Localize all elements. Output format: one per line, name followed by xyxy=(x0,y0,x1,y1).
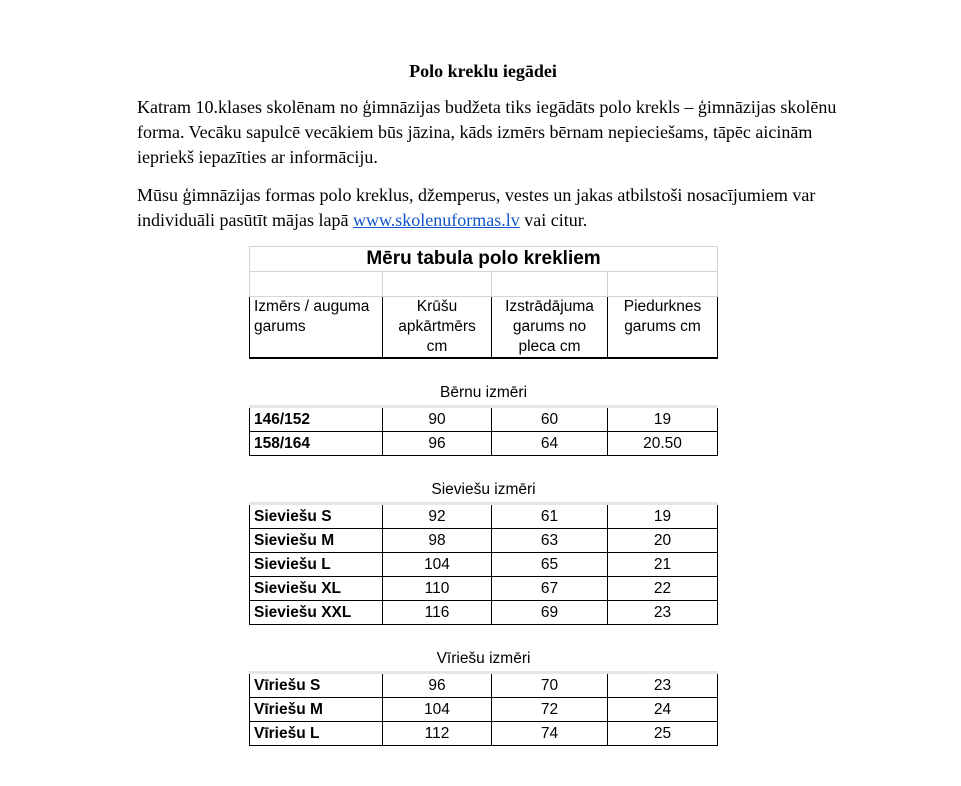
length-cell: 69 xyxy=(492,601,608,625)
section-header-row xyxy=(250,381,718,407)
section-gap xyxy=(250,456,718,479)
sleeve-cell: 22 xyxy=(608,577,718,601)
section-label: Bērnu izmēri xyxy=(250,381,718,407)
blank-cell xyxy=(250,272,383,297)
sleeve-cell: 19 xyxy=(608,504,718,529)
length-cell: 70 xyxy=(492,673,608,698)
document-title: Polo kreklu iegādei xyxy=(409,61,557,81)
length-cell: 74 xyxy=(492,722,608,746)
section-gap xyxy=(250,625,718,648)
size-cell: 158/164 xyxy=(250,432,383,456)
table-row xyxy=(250,504,718,529)
table-row xyxy=(250,553,718,577)
table-row xyxy=(250,529,718,553)
size-table-sheet xyxy=(249,246,717,746)
chest-cell: 98 xyxy=(383,529,492,553)
length-cell: 61 xyxy=(492,504,608,529)
table-row xyxy=(250,722,718,746)
blank-cell xyxy=(492,272,608,297)
table-blank-row xyxy=(250,272,718,297)
section-label: Vīriešu izmēri xyxy=(250,647,718,673)
size-cell: Sieviešu XL xyxy=(250,577,383,601)
table-row xyxy=(250,601,718,625)
chest-cell: 96 xyxy=(383,673,492,698)
length-cell: 63 xyxy=(492,529,608,553)
size-cell: Sieviešu M xyxy=(250,529,383,553)
size-cell: 146/152 xyxy=(250,407,383,432)
size-table-body xyxy=(250,247,718,746)
length-cell: 72 xyxy=(492,698,608,722)
table-row xyxy=(250,577,718,601)
chest-cell: 96 xyxy=(383,432,492,456)
section-label: Sieviešu izmēri xyxy=(250,478,718,504)
sleeve-cell: 19 xyxy=(608,407,718,432)
paragraph-intro: Katram 10.klases skolēnam no ģimnāzijas budžeta tiks iegādāts polo krekls – ģimnāzijas skolēnu forma. Vecāku sapulcē vecākiem būs jāzina, kāds izmērs bērnam nepieciešams, tāpēc aicinām iepriekš iepazīties ar informāciju. xyxy=(137,97,837,167)
paragraph-order-tail: vai citur. xyxy=(519,210,588,230)
table-row xyxy=(250,432,718,456)
chest-cell: 90 xyxy=(383,407,492,432)
size-cell: Vīriešu S xyxy=(250,673,383,698)
chest-cell: 104 xyxy=(383,553,492,577)
table-title-row xyxy=(250,247,718,272)
blank-cell xyxy=(608,272,718,297)
table-header-row xyxy=(250,297,718,359)
sleeve-cell: 24 xyxy=(608,698,718,722)
header-length: Izstrādājuma garums no pleca cm xyxy=(492,297,608,359)
table-row xyxy=(250,407,718,432)
sleeve-cell: 21 xyxy=(608,553,718,577)
table-row xyxy=(250,673,718,698)
section-header-row xyxy=(250,478,718,504)
size-cell: Sieviešu XXL xyxy=(250,601,383,625)
header-size: Izmērs / auguma garums xyxy=(250,297,383,359)
sleeve-cell: 23 xyxy=(608,601,718,625)
size-cell: Vīriešu L xyxy=(250,722,383,746)
sleeve-cell: 23 xyxy=(608,673,718,698)
website-link[interactable]: www.skolenuformas.lv xyxy=(352,210,520,230)
chest-cell: 110 xyxy=(383,577,492,601)
paragraph-order-text: Mūsu ģimnāzijas formas polo kreklus, džemperus, vestes un jakas atbilstoši nosacījumiem var individuāli pasūtīt mājas lapā xyxy=(137,185,816,230)
size-cell: Vīriešu M xyxy=(250,698,383,722)
chest-cell: 116 xyxy=(383,601,492,625)
section-header-row xyxy=(250,647,718,673)
sleeve-cell: 25 xyxy=(608,722,718,746)
gap-cell xyxy=(250,625,718,648)
header-chest: Krūšu apkārtmērs cm xyxy=(383,297,492,359)
chest-cell: 112 xyxy=(383,722,492,746)
blank-cell xyxy=(383,272,492,297)
size-cell: Sieviešu S xyxy=(250,504,383,529)
length-cell: 64 xyxy=(492,432,608,456)
size-cell: Sieviešu L xyxy=(250,553,383,577)
size-table xyxy=(249,246,718,746)
section-gap xyxy=(250,358,718,381)
chest-cell: 92 xyxy=(383,504,492,529)
sleeve-cell: 20 xyxy=(608,529,718,553)
length-cell: 65 xyxy=(492,553,608,577)
chest-cell: 104 xyxy=(383,698,492,722)
gap-cell xyxy=(250,456,718,479)
length-cell: 67 xyxy=(492,577,608,601)
table-title: Mēru tabula polo krekliem xyxy=(250,247,718,272)
table-row xyxy=(250,698,718,722)
gap-cell xyxy=(250,358,718,381)
sleeve-cell: 20.50 xyxy=(608,432,718,456)
length-cell: 60 xyxy=(492,407,608,432)
header-sleeve: Piedurknes garums cm xyxy=(608,297,718,359)
paragraph-order-info xyxy=(137,183,837,233)
